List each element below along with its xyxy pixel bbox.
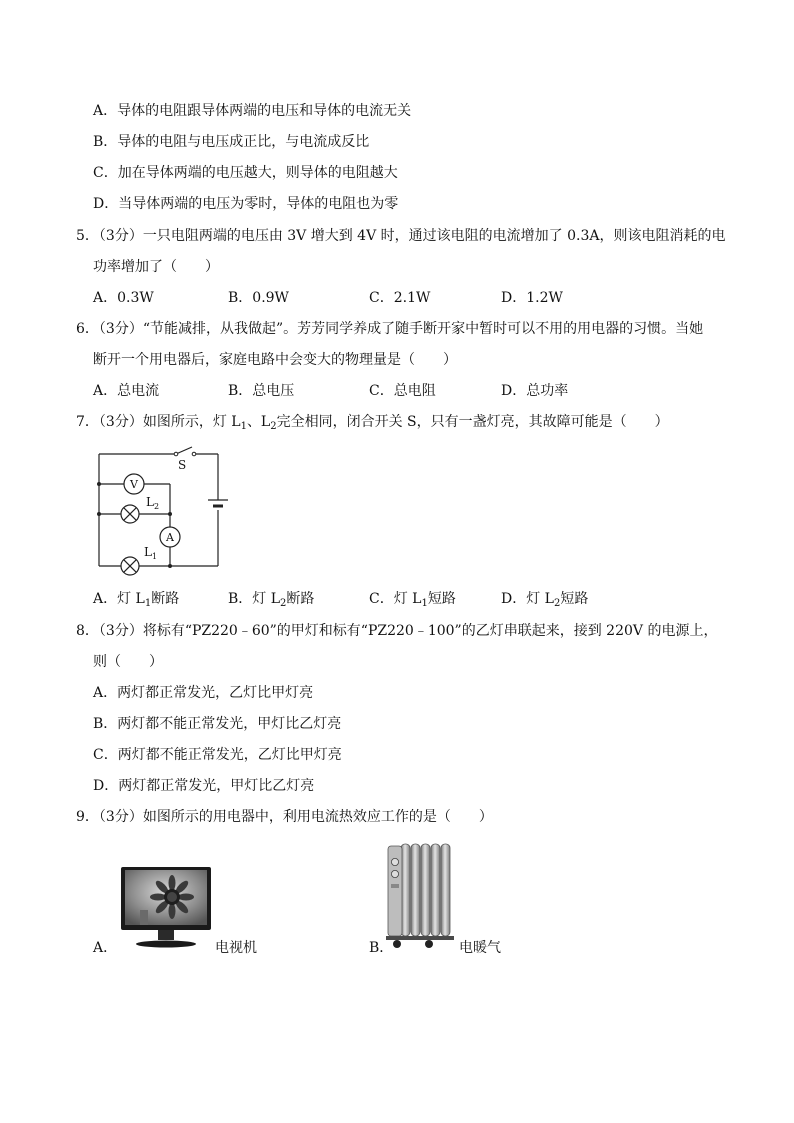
q4-option-c: C．加在导体两端的电压越大，则导体的电阻越大 [93,165,398,181]
q6-option-b: B．总电压 [228,383,295,399]
ammeter-label: A [166,531,174,544]
q8-option-b: B．两灯都不能正常发光，甲灯比乙灯亮 [93,716,342,732]
q8-stem-line1: 8．（3分）将标有“PZ220﹣60”的甲灯和标有“PZ220﹣100”的乙灯串联起来，接到 220V 的电源上， [76,623,718,639]
oil-heater-icon [383,838,457,950]
circuit-diagram [92,440,242,580]
q9-option-a-letter: A． [93,940,118,956]
q5-option-a: A．0.3W [93,290,154,306]
q6-option-d: D．总功率 [501,383,569,399]
lamp-l2-label: $L_2$ [146,495,160,511]
lamp-l1-label: $L_1$ [144,545,158,561]
q8-option-d: D．两灯都正常发光，甲灯比乙灯亮 [93,778,315,794]
q7-option-c: C．灯 $L_1$短路 [369,591,456,609]
voltmeter-label: V [130,478,138,491]
q8-option-c: C．两灯都不能正常发光，乙灯比甲灯亮 [93,747,342,763]
q6-stem-line2: 断开一个用电器后，家庭电路中会变大的物理量是（ ） [93,352,457,368]
q7-option-b: B．灯 $L_2$断路 [228,591,315,609]
q5-stem-line1: 5．（3分）一只电阻两端的电压由 3V 增大到 4V 时，通过该电阻的电流增加了 0.3A，则该电阻消耗的电 [76,228,726,244]
q4-option-d: D．当导体两端的电压为零时，导体的电阻也为零 [93,196,399,212]
q4-option-b: B．导体的电阻与电压成正比，与电流成反比 [93,134,370,150]
q7-option-a: A．灯 $L_1$断路 [93,591,180,609]
q5-option-c: C．2.1W [369,290,431,306]
q9-option-b-letter: B． [369,940,394,956]
q6-option-c: C．总电阻 [369,383,436,399]
q5-option-d: D．1.2W [501,290,563,306]
q9-stem: 9．（3分）如图所示的用电器中，利用电流热效应工作的是（ ） [76,809,493,825]
q7-stem: 7．（3分）如图所示，灯 $L_1$、$L_2$完全相同，闭合开关 S，只有一盏灯亮，其故障可能是（ ） [76,414,669,432]
q9-option-b-caption: 电暖气 [459,940,501,956]
switch-label: S [178,458,187,472]
q5-option-b: B．0.9W [228,290,289,306]
q8-stem-line2: 则（ ） [93,654,163,670]
q4-option-a: A．导体的电阻跟导体两端的电压和导体的电流无关 [93,103,412,119]
television-icon [120,866,212,950]
q9-option-a-caption: 电视机 [215,940,257,956]
q5-stem-line2: 功率增加了（ ） [93,259,219,275]
q6-option-a: A．总电流 [93,383,160,399]
q6-stem-line1: 6．（3分）“节能减排，从我做起”。芳芳同学养成了随手断开家中暂时可以不用的用电器的习惯。当她 [76,321,704,337]
q7-option-d: D．灯 $L_2$短路 [501,591,589,609]
q8-option-a: A．两灯都正常发光，乙灯比甲灯亮 [93,685,314,701]
